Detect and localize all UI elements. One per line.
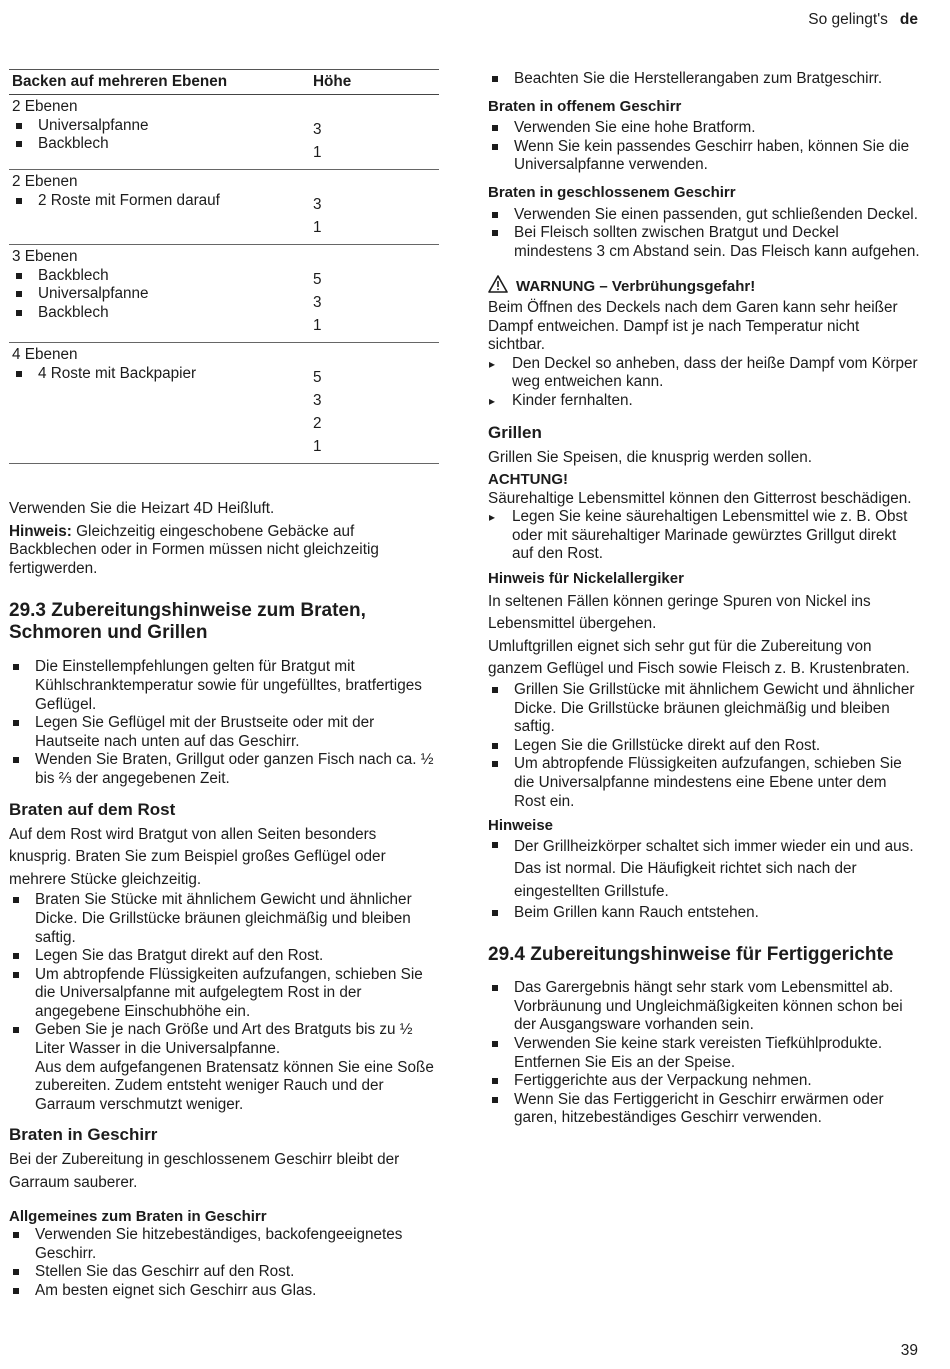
list-item: Legen Sie die Grillstücke direkt auf den Rost. (488, 737, 920, 756)
baking-levels-table (9, 69, 439, 464)
achtung-title: ACHTUNG! (488, 471, 568, 489)
offen-bullets (488, 119, 920, 175)
right-body (488, 70, 920, 1128)
row-item: Universalpfanne (12, 285, 439, 304)
nickel-text: In seltenen Fällen können geringe Spuren von Nickel ins Lebensmittel übergehen. (488, 592, 871, 633)
row-item: Backblech (12, 267, 439, 286)
heizart-text: Verwenden Sie die Heizart 4D Heißluft. (9, 500, 275, 517)
subtitle-geschlossen: Braten in geschlossenem Geschirr (488, 183, 736, 201)
geschirr-intro: Bei der Zubereitung in geschlossenem Geschirr bleibt der Garraum sauberer. (9, 1151, 400, 1192)
hinweis-text: Gleichzeitig eingeschobene Gebäcke auf Backblechen oder in Formen müssen nicht gleichzeitig fertigwerden. (9, 522, 379, 577)
row-height: 1 (313, 438, 322, 455)
list-item: Das Garergebnis hängt sehr stark vom Lebensmittel ab. Vorbräunung und Ungleichmäßigkeiten können schon bei der Ausgangsware vorhanden sein. (488, 979, 920, 1035)
list-item: Verwenden Sie eine hohe Bratform. (488, 119, 920, 138)
warning-heading (488, 275, 920, 299)
list-item: Wenden Sie Braten, Grillgut oder ganzen Fisch nach ca. ½ bis ⅔ der angegebenen Zeit. (9, 751, 439, 788)
list-item: Verwenden Sie keine stark vereisten Tiefkühlprodukte. Entfernen Sie Eis an der Speise. (488, 1035, 920, 1072)
row-item: Backblech (12, 135, 439, 154)
list-item: Braten Sie Stücke mit ähnlichem Gewicht und ähnlicher Dicke. Die Grillstücke bräunen gleichmäßig und bleiben saftig. (9, 891, 439, 947)
table-header (9, 69, 439, 95)
page-header (808, 11, 918, 30)
row-height: 2 (313, 415, 322, 432)
achtung-text: Säurehaltige Lebensmittel können den Gitterrost beschädigen. (488, 489, 912, 507)
row-title: 3 Ebenen (12, 248, 78, 265)
hinweis-label: Hinweis: (9, 522, 72, 540)
row-height: 3 (313, 392, 322, 409)
list-item: ▸ Den Deckel so anheben, dass der heiße Dampf vom Körper weg entweichen kann. (488, 355, 920, 392)
grillen-intro: Grillen Sie Speisen, die knusprig werden sollen. (488, 448, 812, 466)
section-bullets (9, 658, 439, 788)
subtitle-hinweise: Hinweise (488, 817, 554, 835)
warning-text: Beim Öffnen des Deckels nach dem Garen kann sehr heißer Dampf entweichen. Dampf ist je nach Temperatur nicht sichtbar. (488, 298, 898, 354)
subtitle-grillen: Grillen (488, 422, 542, 442)
row-height: 5 (313, 369, 322, 386)
list-item: Um abtropfende Flüssigkeiten aufzufangen, schieben Sie die Universalpfanne mit aufgelegtem Rost in der angegebene Einschubhöhe ein. (9, 966, 439, 1022)
row-title: 2 Ebenen (12, 98, 78, 115)
row-item: Backblech (12, 304, 439, 323)
list-item: Um abtropfende Flüssigkeiten aufzufangen, schieben Sie die Universalpfanne mindestens eine Ebene unter dem Rost ein. (488, 755, 920, 811)
list-item: Grillen Sie Grillstücke mit ähnlichem Gewicht und ähnlicher Dicke. Die Grillstücke bräunen gleichmäßig und bleiben saftig. (488, 681, 920, 737)
left-body (9, 500, 439, 1301)
warning-steps (488, 355, 920, 411)
list-item: Verwenden Sie hitzebeständiges, backofengeeignetes Geschirr. (9, 1226, 439, 1263)
table-header-col-1: Backen auf mehreren Ebenen (12, 73, 228, 90)
rost-intro: Auf dem Rost wird Bratgut von allen Seiten besonders knusprig. Braten Sie zum Beispiel großes Geflügel oder mehrere Stücke gleichzeitig. (9, 825, 386, 888)
list-item: ▸ Kinder fernhalten. (488, 392, 920, 411)
list-item: Legen Sie das Bratgut direkt auf den Rost. (9, 947, 439, 966)
list-item: Der Grillheizkörper schaltet sich immer wieder ein und aus. Das ist normal. Die Häufigkeit richtet sich nach der eingestellten Grillstufe. (488, 836, 920, 904)
header-section: So gelingt's (808, 11, 888, 28)
subtitle-offen: Braten in offenem Geschirr (488, 97, 682, 115)
geschlossen-bullets (488, 206, 920, 262)
hinweise-bullets (488, 836, 920, 922)
row-item: 2 Roste mit Formen darauf (12, 192, 439, 211)
list-item: Beim Grillen kann Rauch entstehen. (488, 904, 920, 923)
table-row (9, 245, 439, 343)
row-height: 1 (313, 317, 322, 334)
subtitle-allgemeines: Allgemeines zum Braten in Geschirr (9, 1207, 267, 1225)
grill-bullets (488, 681, 920, 811)
table-row (9, 343, 439, 464)
page-number: 39 (900, 1342, 918, 1359)
list-item: ▸ Legen Sie keine säurehaltigen Lebensmittel wie z. B. Obst oder mit säurehaltiger Marinade gewürztes Grillgut direkt auf den Rost. (488, 508, 920, 564)
list-item: Stellen Sie das Geschirr auf den Rost. (9, 1263, 439, 1282)
warning-title: WARNUNG – Verbrühungsgefahr! (516, 278, 756, 296)
fertig-bullets (488, 979, 920, 1128)
row-title: 2 Ebenen (12, 173, 78, 190)
list-item: Bei Fleisch sollten zwischen Bratgut und Deckel mindestens 3 cm Abstand sein. Das Fleisch kann aufgehen. (488, 224, 920, 261)
list-item: Die Einstellempfehlungen gelten für Bratgut mit Kühlschranktemperatur sowie für ungefülltes, bratfertiges Geflügel. (9, 658, 439, 714)
list-item: Am besten eignet sich Geschirr aus Glas. (9, 1282, 439, 1301)
hinweis-paragraph (9, 523, 439, 579)
list-item: Geben Sie je nach Größe und Art des Bratguts bis zu ½ Liter Wasser in die Universalpfanne. (9, 1021, 439, 1058)
list-item: Beachten Sie die Herstellerangaben zum Bratgeschirr. (488, 70, 920, 89)
subtitle-braten-geschirr: Braten in Geschirr (9, 1125, 158, 1145)
row-title: 4 Ebenen (12, 346, 78, 363)
rost-bullets (9, 891, 439, 1114)
row-height: 3 (313, 121, 322, 138)
header-lang: de (899, 11, 918, 28)
row-item: Universalpfanne (12, 117, 439, 136)
subtitle-braten-rost: Braten auf dem Rost (9, 799, 176, 819)
row-height: 5 (313, 271, 322, 288)
rost-followup: Aus dem aufgefangenen Bratensatz können Sie eine Soße zubereiten. Zudem entsteht weniger Rauch und der Garraum verschmutzt weniger. (35, 1058, 434, 1113)
list-item: Fertiggerichte aus der Verpackung nehmen. (488, 1072, 920, 1091)
warning-triangle-icon (488, 275, 508, 299)
row-height: 3 (313, 294, 322, 311)
row-height: 1 (313, 219, 322, 236)
row-item: 4 Roste mit Backpapier (12, 365, 439, 384)
subtitle-nickel: Hinweis für Nickelallergiker (488, 570, 684, 588)
table-row (9, 95, 439, 170)
list-item: Wenn Sie das Fertiggericht in Geschirr erwärmen oder garen, hitzebeständiges Geschirr verwenden. (488, 1091, 920, 1128)
achtung-steps (488, 508, 920, 564)
list-item: Wenn Sie kein passendes Geschirr haben, können Sie die Universalpfanne verwenden. (488, 138, 920, 175)
row-height: 3 (313, 196, 322, 213)
allgemein-bullets (9, 1226, 439, 1300)
section-title-29-3: 29.3 Zubereitungshinweise zum Braten, Schmoren und Grillen (9, 600, 366, 644)
row-height: 1 (313, 144, 322, 161)
list-item: Verwenden Sie einen passenden, gut schließenden Deckel. (488, 206, 920, 225)
table-row (9, 170, 439, 245)
section-title-29-4: 29.4 Zubereitungshinweise für Fertiggerichte (488, 944, 894, 966)
table-header-col-2: Höhe (313, 73, 352, 90)
list-item: Legen Sie Geflügel mit der Brustseite oder mit der Hautseite nach unten auf das Geschirr. (9, 714, 439, 751)
umluft-text: Umluftgrillen eignet sich sehr gut für die Zubereitung von ganzem Geflügel und Fisch sowie Fleisch z. B. Krustenbraten. (488, 637, 910, 678)
